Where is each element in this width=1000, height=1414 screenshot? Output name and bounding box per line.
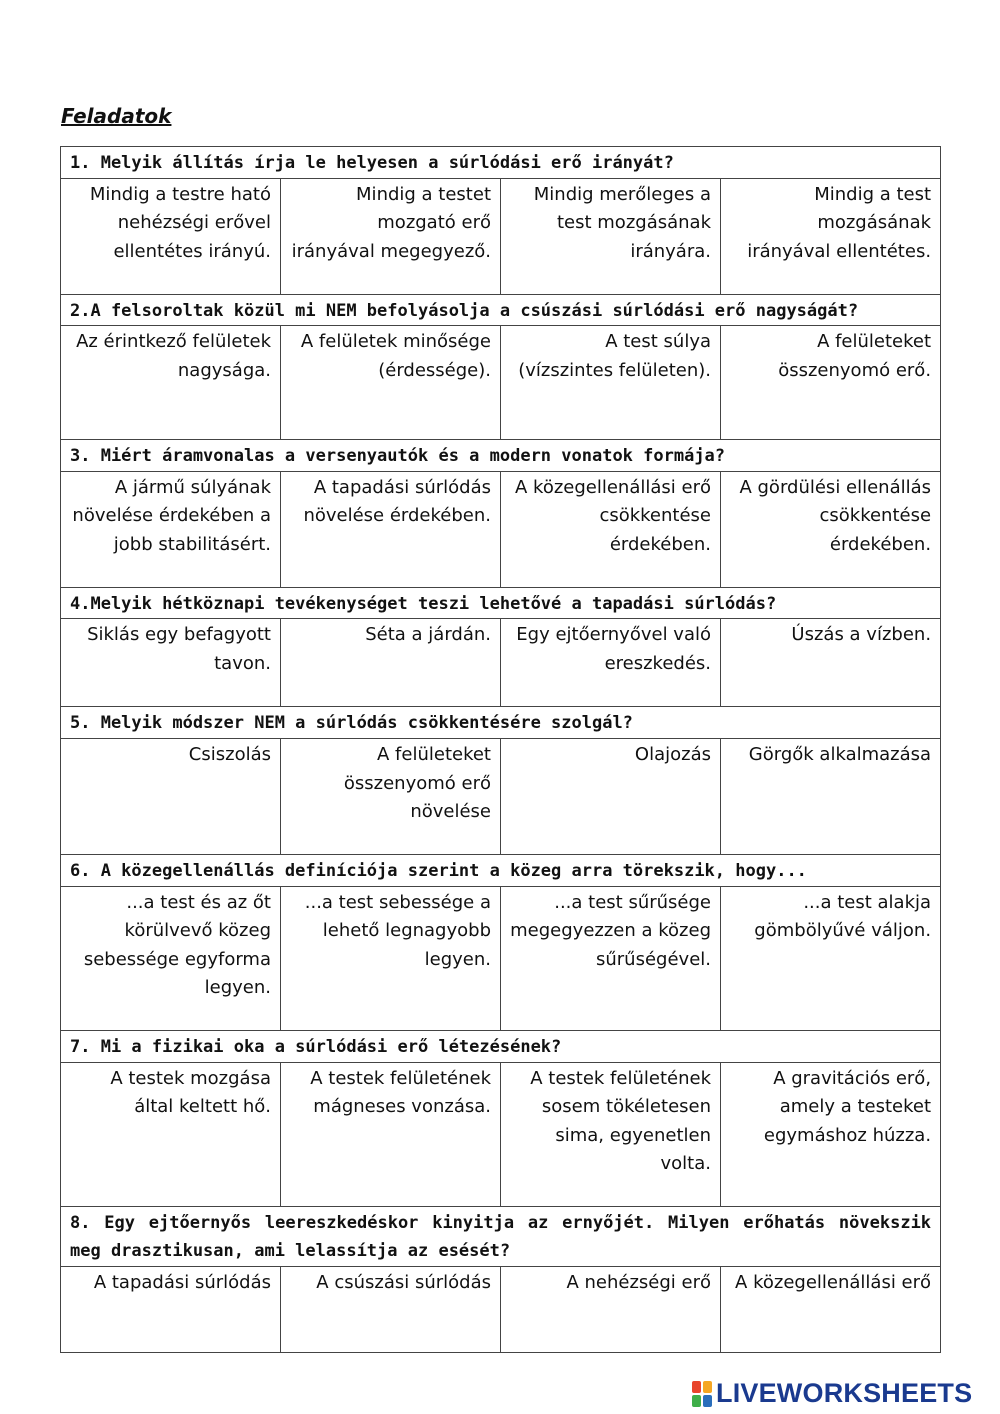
answer-option[interactable]: Úszás a vízben. xyxy=(721,619,941,707)
options-row xyxy=(61,886,941,1030)
answer-option[interactable]: Egy ejtőernyővel való ereszkedés. xyxy=(501,619,721,707)
answer-option[interactable]: A testek felületének sosem tökéletesen sima, egyenetlen volta. xyxy=(501,1062,721,1206)
answer-option[interactable]: Séta a járdán. xyxy=(281,619,501,707)
options-row xyxy=(61,1062,941,1206)
options-row xyxy=(61,326,941,440)
answer-option[interactable]: A gravitációs erő, amely a testeket egymáshoz húzza. xyxy=(721,1062,941,1206)
options-row xyxy=(61,1266,941,1352)
answer-option[interactable]: A testek mozgása által keltett hő. xyxy=(61,1062,281,1206)
answer-option[interactable]: Csiszolás xyxy=(61,739,281,855)
question-text: 4.Melyik hétköznapi tevékenységet teszi lehetővé a tapadási súrlódás? xyxy=(61,587,941,619)
options-row xyxy=(61,178,941,294)
answer-option[interactable]: A nehézségi erő xyxy=(501,1266,721,1352)
answer-option[interactable]: Mindig a testre ható nehézségi erővel ellentétes irányú. xyxy=(61,178,281,294)
answer-option[interactable]: A csúszási súrlódás xyxy=(281,1266,501,1352)
answer-option[interactable]: Görgők alkalmazása xyxy=(721,739,941,855)
answer-option[interactable]: A gördülési ellenállás csökkentése érdekében. xyxy=(721,471,941,587)
question-row xyxy=(61,294,941,326)
question-row xyxy=(61,707,941,739)
answer-option[interactable]: Siklás egy befagyott tavon. xyxy=(61,619,281,707)
answer-option[interactable]: Az érintkező felületek nagysága. xyxy=(61,326,281,440)
question-row xyxy=(61,587,941,619)
question-text: 2.A felsoroltak közül mi NEM befolyásolja a csúszási súrlódási erő nagyságát? xyxy=(61,294,941,326)
question-row xyxy=(61,855,941,887)
question-text: 5. Melyik módszer NEM a súrlódás csökkentésére szolgál? xyxy=(61,707,941,739)
question-text: 8. Egy ejtőernyős leereszkedéskor kinyitja az ernyőjét. Milyen erőhatás növekszik meg drasztikusan, ami lelassítja az esését? xyxy=(61,1206,941,1266)
question-text: 1. Melyik állítás írja le helyesen a súrlódási erő irányát? xyxy=(61,147,941,179)
question-row xyxy=(61,1030,941,1062)
question-row xyxy=(61,147,941,179)
options-row xyxy=(61,739,941,855)
answer-option[interactable]: Mindig a testet mozgató erő irányával megegyező. xyxy=(281,178,501,294)
answer-option[interactable]: Mindig a test mozgásának irányával ellentétes. xyxy=(721,178,941,294)
answer-option[interactable]: A felületeket összenyomó erő növelése xyxy=(281,739,501,855)
footer-brand xyxy=(692,1378,972,1409)
answer-option[interactable]: ...a test sűrűsége megegyezzen a közeg sűrűségével. xyxy=(501,886,721,1030)
answer-option[interactable]: ...a test és az őt körülvevő közeg sebessége egyforma legyen. xyxy=(61,886,281,1030)
answer-option[interactable]: A testek felületének mágneses vonzása. xyxy=(281,1062,501,1206)
liveworksheets-logo-icon xyxy=(692,1381,712,1407)
answer-option[interactable]: ...a test sebessége a lehető legnagyobb legyen. xyxy=(281,886,501,1030)
options-row xyxy=(61,619,941,707)
answer-option[interactable]: A felületeket összenyomó erő. xyxy=(721,326,941,440)
question-text: 6. A közegellenállás definíciója szerint a közeg arra törekszik, hogy... xyxy=(61,855,941,887)
question-row xyxy=(61,440,941,472)
answer-option[interactable]: A tapadási súrlódás növelése érdekében. xyxy=(281,471,501,587)
answer-option[interactable]: Olajozás xyxy=(501,739,721,855)
question-text: 3. Miért áramvonalas a versenyautók és a modern vonatok formája? xyxy=(61,440,941,472)
options-row xyxy=(61,471,941,587)
answer-option[interactable]: A tapadási súrlódás xyxy=(61,1266,281,1352)
answer-option[interactable]: A közegellenállási erő xyxy=(721,1266,941,1352)
page-title: Feladatok xyxy=(61,104,172,128)
answer-option[interactable]: A felületek minősége (érdessége). xyxy=(281,326,501,440)
answer-option[interactable]: A test súlya (vízszintes felületen). xyxy=(501,326,721,440)
question-text: 7. Mi a fizikai oka a súrlódási erő létezésének? xyxy=(61,1030,941,1062)
brand-name: LIVEWORKSHEETS xyxy=(716,1378,973,1408)
answer-option[interactable]: Mindig merőleges a test mozgásának irányára. xyxy=(501,178,721,294)
question-row xyxy=(61,1206,941,1266)
quiz-table xyxy=(60,146,941,1353)
answer-option[interactable]: A közegellenállási erő csökkentése érdekében. xyxy=(501,471,721,587)
answer-option[interactable]: ...a test alakja gömbölyűvé váljon. xyxy=(721,886,941,1030)
answer-option[interactable]: A jármű súlyának növelése érdekében a jobb stabilitásért. xyxy=(61,471,281,587)
